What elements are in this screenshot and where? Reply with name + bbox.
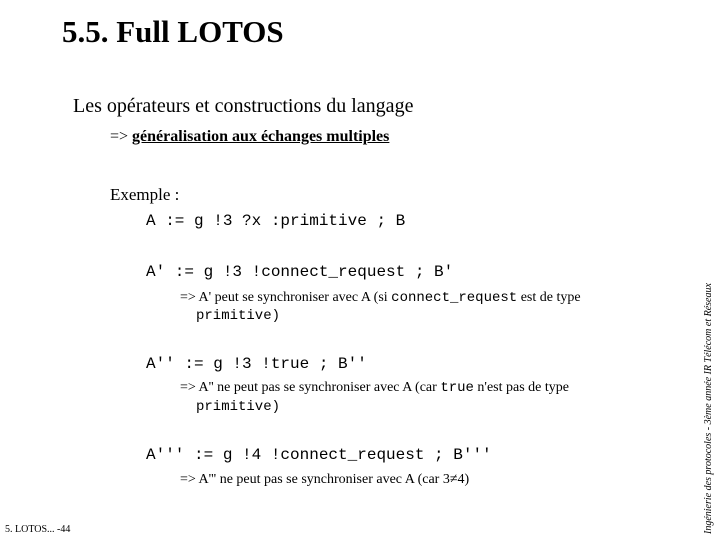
note-line-2 xyxy=(180,379,569,397)
note-1-suffix: est de type xyxy=(517,290,581,305)
subline-arrow: => xyxy=(110,128,133,145)
slide-title: 5.5. Full LOTOS xyxy=(62,14,284,49)
side-course-label: Ingénierie des protocoles - 3ème année IR Télécom et Réseaux xyxy=(703,283,714,534)
footer-page-label: 5. LOTOS... -44 xyxy=(5,524,71,535)
note-line-1b: primitive) xyxy=(196,308,281,324)
note-2-mono: true xyxy=(440,380,474,396)
code-line-a-double-prime: A'' := g !3 !true ; B'' xyxy=(146,355,367,373)
code-line-a-triple-prime: A''' := g !4 !connect_request ; B''' xyxy=(146,446,492,464)
note-2-suffix: n'est pas de type xyxy=(473,380,569,395)
note-1-prefix: => A' peut se synchroniser avec A (si xyxy=(180,290,392,305)
code-line-a-prime: A' := g !3 !connect_request ; B' xyxy=(146,263,454,281)
note-line-2b: primitive) xyxy=(196,399,281,415)
section-heading: Les opérateurs et constructions du langage xyxy=(73,95,414,117)
code-line-a: A := g !3 ?x :primitive ; B xyxy=(146,212,406,230)
note-2-prefix: => A'' ne peut pas se synchroniser avec A (car xyxy=(180,380,441,395)
subline-underlined-text: généralisation aux échanges multiples xyxy=(132,128,390,145)
exemple-label: Exemple : xyxy=(110,185,180,204)
note-line-1 xyxy=(180,289,581,307)
note-1-mono: connect_request xyxy=(391,290,518,306)
note-line-3: => A''' ne peut pas se synchroniser avec A (car 3≠4) xyxy=(180,472,470,487)
subline xyxy=(110,127,389,147)
